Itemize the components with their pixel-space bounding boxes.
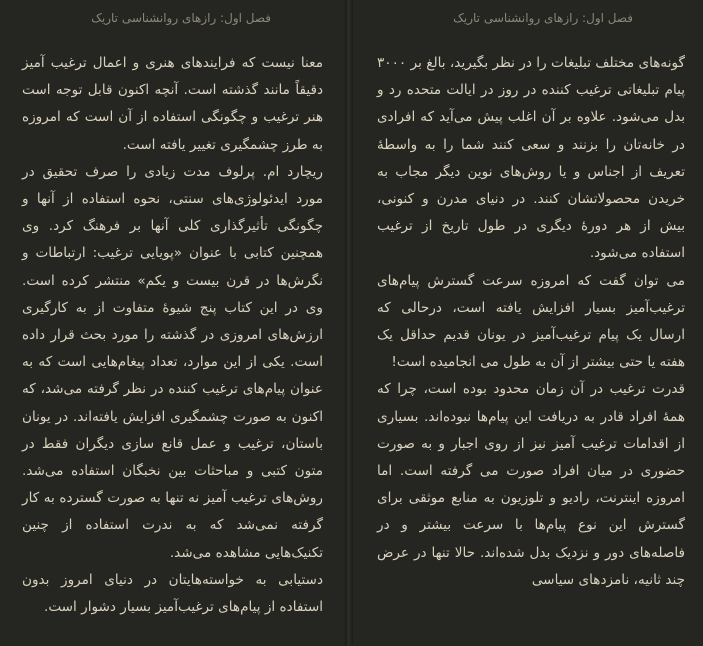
- page-body-text: [377, 50, 685, 594]
- page-left[interactable]: [0, 0, 345, 646]
- paragraph: گونه‌های مختلف تبلیغات را در نظر بگیرید، بالغ بر ۳۰۰۰ پیام تبلیغاتی ترغیب کننده در روز در ایالت متحده رد و بدل می‌شود. علاوه بر آن اغلب پیش می‌آید که افرادی در خانه‌تان را بزنند و سعی کنند شما را به واسطهٔ تعریف از اجناس و یا روش‌های نوین دیگر مجاب به خریدن محصولاتشان کنند. در دنیای مدرن و کنونی، بیش از هر دورهٔ دیگری در طول تاریخ از ترغیب استفاده می‌شود.: [377, 55, 685, 262]
- chapter-running-header: فصل اول: رازهای روانشناسی تاریک: [91, 11, 271, 25]
- paragraph: قدرت ترغیب در آن زمان محدود بوده است، چرا که همهٔ افراد قادر به دریافت این پیام‌ها نبوده‌اند. بسیاری از اقدامات ترغیب آمیز نیز از روی اجبار و به صورت حضوری در میان افراد صورت می گرفته است. اما امروزه اینترنت، رادیو و تلوزیون به منابع موثقی برای گسترش این نوع پیام‌ها با سرعت بیشتر و در فاصله‌های دور و نزدیک بدل شده‌اند. حالا تنها در عرض چند ثانیه، نامزدهای سیاسی: [377, 381, 685, 588]
- paragraph: دستیابی به خواسته‌هایتان در دنیای امروز بدون استفاده از پیام‌های ترغیب‌آمیز بسیار دشوار است.: [22, 571, 323, 616]
- paragraph: معنا نیست که فرایندهای هنری و اعمال ترغیب آمیز دقیقاً مانند گذشته است. آنچه اکنون قابل توجه است هنر ترغیب و چگونگی استفاده از آن است که امروزه به طرز چشمگیری تغییر یافته است.: [22, 55, 323, 153]
- page-body-text: [22, 50, 323, 621]
- book-spine-gutter: [345, 0, 353, 646]
- chapter-running-header: فصل اول: رازهای روانشناسی تاریک: [453, 11, 633, 25]
- paragraph: می توان گفت که امروزه سرعت گسترش پیام‌های ترغیب‌آمیز بسیار افزایش یافته است، درحالی که ارسال یک پیام ترغیب‌آمیز در یونان قدیم حداقل یک هفته یا حتی بیشتر از آن به طول می انجامیده است!: [377, 272, 685, 371]
- paragraph: ریچارد ام. پرلوف مدت زیادی را صرف تحقیق در مورد ایدئولوژی‌های سنتی، نحوه استفاده از آنها و چگونگی تأثیرگذاری کلی آنها بر فرهنگ کرد. وی همچنین کتابی با عنوان «پویایی ترغیب: ارتباطات و نگرش‌ها در قرن بیست و یکم» منتشر کرده است. وی در این کتاب پنج شیوهٔ متفاوت از به کارگیری ارزش‌های امروزی در گذشته را مورد بحث قرار داده است. یکی از این موارد، تعداد پیغام‌هایی است که به عنوان پیام‌های ترغیب کننده در نظر گرفته می‌شد، که اکنون به صورت چشمگیری افزایش یافته‌اند. در یونان باستان، ترغیب و عمل قانع سازی دیگران فقط در متون کتبی و مباحثات بین نخبگان استفاده می‌شد. روش‌های ترغیب آمیز نه تنها به صورت گسترده به کار گرفته نمی‌شد که به ندرت استفاده از چنین تکنیک‌هایی مشاهده می‌شد.: [22, 163, 323, 561]
- page-right[interactable]: [353, 0, 703, 646]
